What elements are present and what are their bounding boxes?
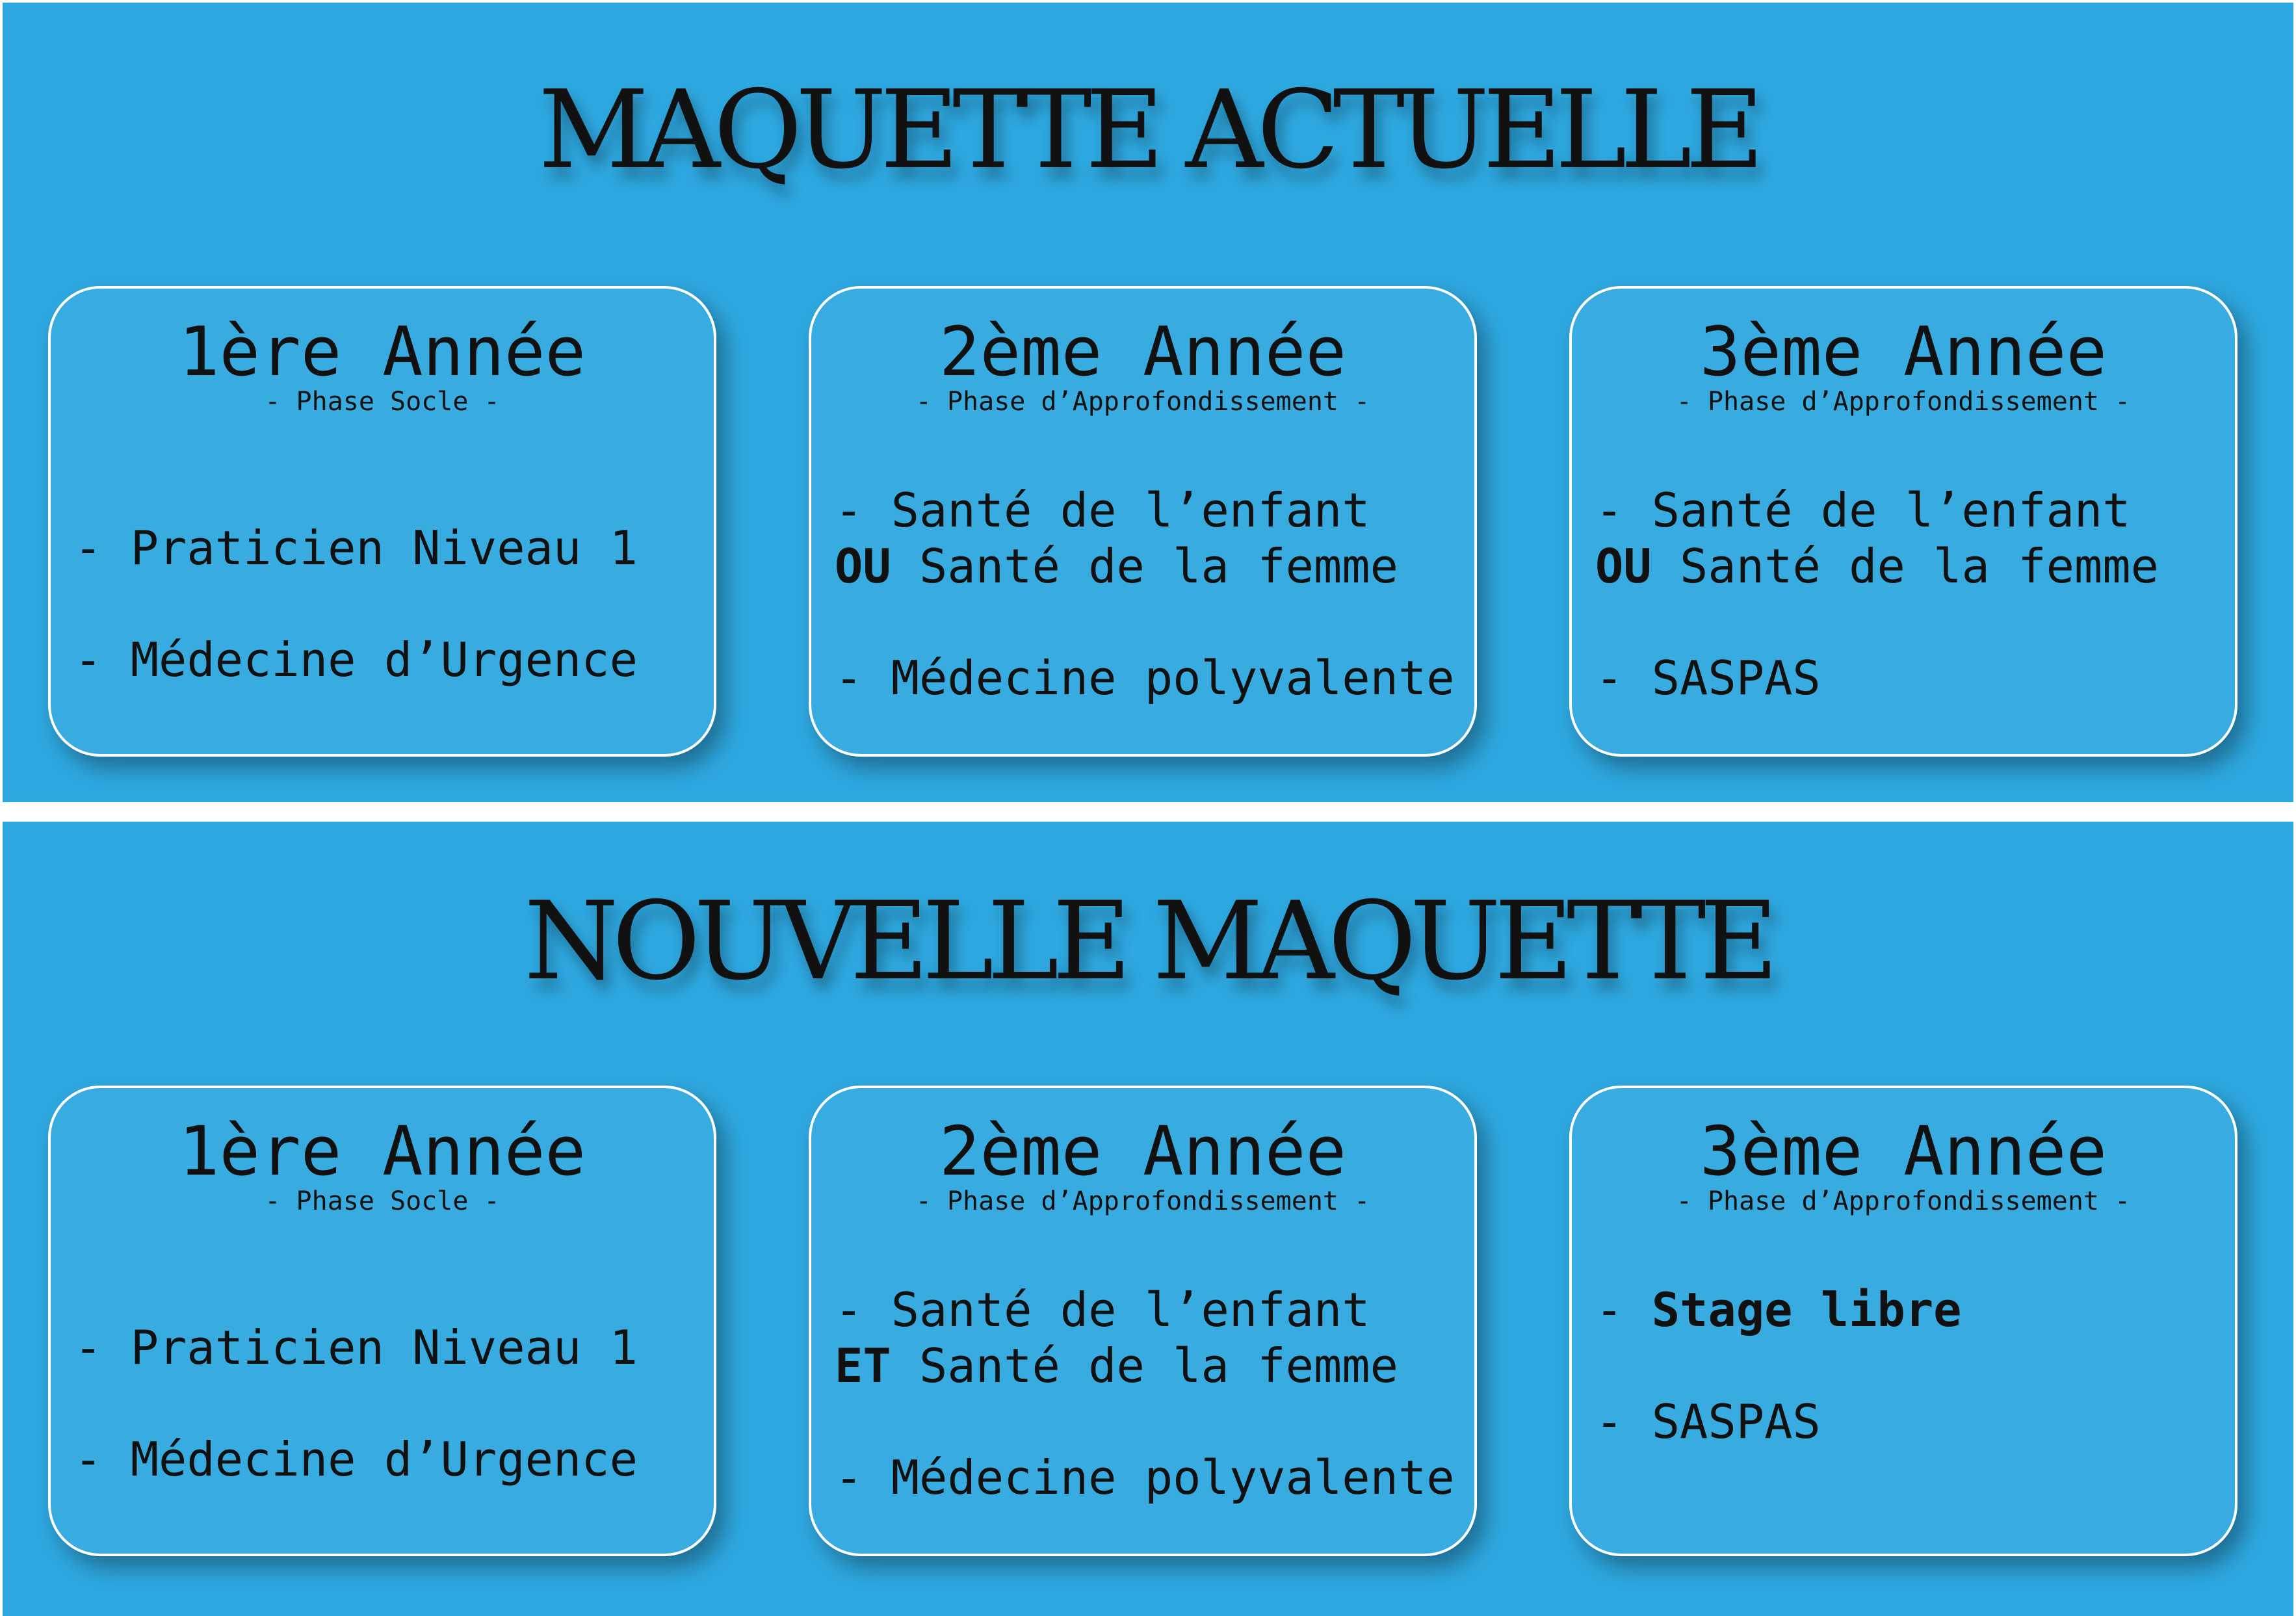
phase-subtitle: - Phase d’Approfondissement - [915,387,1370,417]
phase-subtitle: - Phase d’Approfondissement - [1676,387,2131,417]
internship-item: - SASPAS [1595,651,1821,705]
internship-item-text: Santé de la femme [1651,539,2159,593]
phase-subtitle: - Phase d’Approfondissement - [915,1186,1370,1216]
current-curriculum-section [3,3,2293,802]
internship-item: - Médecine d’Urgence [74,1432,638,1487]
year-card-1 [48,1086,716,1556]
internship-item-text: Santé de la femme [891,1338,1398,1393]
year-card-3 [1569,286,2237,757]
internship-item: - Praticien Niveau 1 [74,1320,638,1375]
year-card-2 [809,1086,1477,1556]
internship-item-free [1595,1282,1962,1338]
year-card-3 [1569,1086,2237,1556]
internship-item: - Médecine polyvalente [835,651,1455,705]
connector-word: OU [1595,539,1652,593]
internship-item: - Médecine polyvalente [835,1450,1455,1505]
free-internship-label: Stage libre [1651,1283,1962,1337]
internship-item-choice [1595,538,2159,594]
section-title: NOUVELLE MAQUETTE [524,879,1772,1004]
phase-subtitle: - Phase d’Approfondissement - [1676,1186,2131,1216]
internship-item: - Médecine d’Urgence [74,632,638,687]
year-title: 2ème Année [939,1112,1347,1191]
internship-item-choice [835,538,1398,594]
internship-item: - SASPAS [1595,1394,1821,1449]
year-card-1 [48,286,716,757]
year-title: 2ème Année [939,312,1347,391]
internship-item: - Santé de l’enfant [835,483,1370,538]
item-dash: - [1595,1283,1652,1337]
internship-item-choice [835,1338,1398,1394]
year-title: 1ère Année [178,1112,586,1191]
phase-subtitle: - Phase Socle - [265,387,500,417]
year-title: 1ère Année [178,312,586,391]
year-title: 3ème Année [1699,1112,2107,1191]
internship-item-text: Santé de la femme [891,539,1398,593]
new-curriculum-section [3,822,2293,1616]
connector-word: ET [835,1338,891,1393]
phase-subtitle: - Phase Socle - [265,1186,500,1216]
internship-item: - Santé de l’enfant [835,1283,1370,1337]
year-card-2 [809,286,1477,757]
internship-item: - Praticien Niveau 1 [74,521,638,575]
year-title: 3ème Année [1699,312,2107,391]
internship-item: - Santé de l’enfant [1595,483,2131,538]
section-title: MAQUETTE ACTUELLE [538,68,1758,193]
connector-word: OU [835,539,891,593]
